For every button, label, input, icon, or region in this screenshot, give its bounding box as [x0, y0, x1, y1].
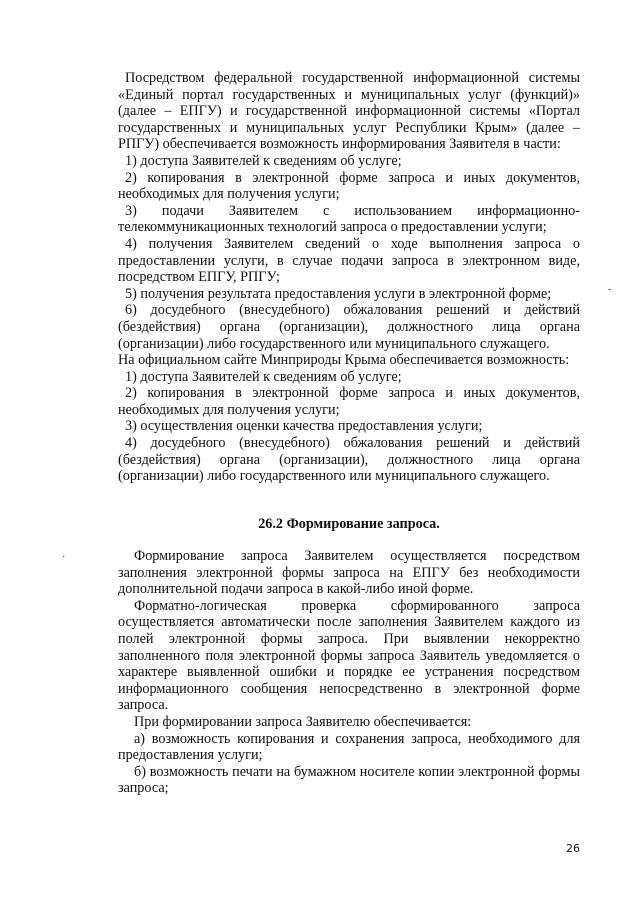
section-heading: 26.2 Формирование запроса. [258, 516, 440, 532]
paragraph: На официальном сайте Минприроды Крыма обеспечивается возможность: [118, 352, 570, 369]
text-block-services [118, 70, 580, 485]
paragraph: 4) досудебного (внесудебного) обжалования решений и действий (бездействия) органа (организации), должностного лица органа (организации) либо государственного или муниципального служащего. [118, 435, 580, 485]
paragraph: 2) копирования в электронной форме запроса и иных документов, необходимых для получения услуги; [118, 169, 580, 203]
paragraph: 2) копирования в электронной форме запроса и иных документов, необходимых для получения услуги; [118, 385, 580, 418]
paragraph: Посредством федеральной государственной информационной системы «Единый портал государственных и муниципальных услуг (функций)» (далее – ЕПГУ) и государственной информационной системы «Портал государственных и муниципальных услуг Республики Крым» (далее – РПГУ) обеспечивается возможность информирования Заявителя в части: [118, 70, 580, 153]
paragraph: 1) доступа Заявителей к сведениям об услуге; [125, 152, 402, 169]
text-block-request [118, 548, 580, 797]
paragraph: б) возможность печати на бумажном носителе копии электронной формы запроса; [118, 763, 580, 797]
page-number: 26 [566, 842, 580, 855]
paragraph: 1) доступа Заявителей к сведениям об услуге; [125, 368, 402, 385]
scan-mark: - [608, 284, 612, 295]
paragraph: Формирование запроса Заявителем осуществляется посредством заполнения электронной формы запроса на ЕПГУ без необходимости дополнительной подачи запроса в какой-либо иной форме. [118, 548, 580, 598]
paragraph: Форматно-логическая проверка сформированного запроса осуществляется автоматически после заполнения Заявителем каждого из полей электронной формы запроса. При выявлении некорректно заполненного поля электронной формы запроса Заявитель уведомляется о характере выявленной ошибки и порядке ее устранения посредством информационного сообщения непосредственно в электронной форме запроса. [118, 597, 580, 714]
paragraph: 3) подачи Заявителем с использованием информационно-телекоммуникационных технологий запроса о предоставлении услуги; [118, 202, 580, 236]
scan-mark: · [62, 552, 66, 563]
paragraph: 3) осуществления оценки качества предоставления услуги; [125, 418, 483, 435]
paragraph: При формировании запроса Заявителю обеспечивается: [134, 713, 472, 730]
paragraph: 4) получения Заявителем сведений о ходе выполнения запроса о предоставлении услуги, в случае подачи запроса в электронном виде, посредством ЕПГУ, РПГУ; [118, 235, 580, 286]
paragraph: 6) досудебного (внесудебного) обжалования решений и действий (бездействия) органа (организации), должностного лица органа (организации) либо государственного или муниципального служащего. [118, 302, 580, 352]
paragraph: а) возможность копирования и сохранения запроса, необходимого для предоставления услуги; [118, 730, 580, 764]
paragraph: 5) получения результата предоставления услуги в электронной форме; [125, 285, 552, 302]
